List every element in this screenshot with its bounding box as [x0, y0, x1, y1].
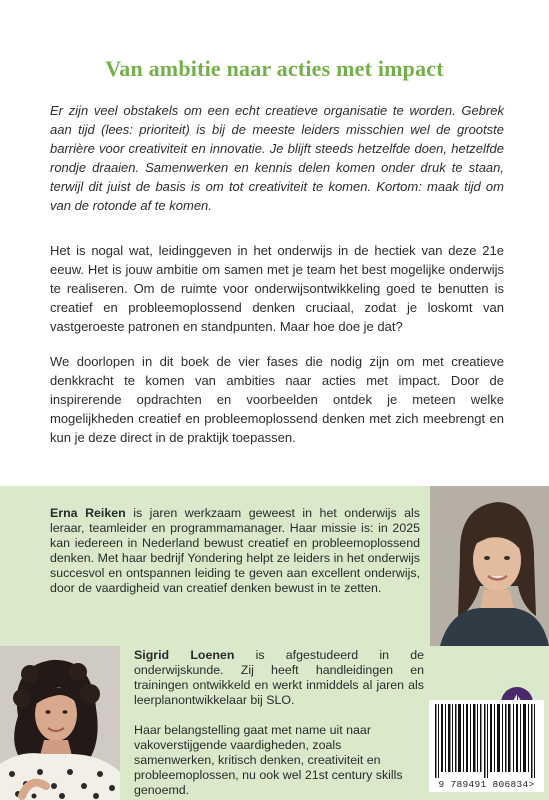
author-bio-sigrid-continued: Haar belangstelling gaat met name uit naar vakoverstijgende vaardigheden, zoals samenwerken, kritisch denken, creativiteit en probleemoplossen, nu ook wel 21st century skills genoemd.	[134, 723, 403, 797]
author-name-erna: Erna Reiken	[50, 506, 126, 520]
barcode-bars	[429, 700, 544, 778]
isbn-number	[429, 779, 544, 790]
author-text-erna: is jaren werkzaam geweest in het onderwijs als leraar, teamleider en programmamanager. Haar missie is: in 2025 kan iedereen in Nederland bewust creatief en probleemoplossend denken. Met haar bedrijf Yondering helpt ze leiders in het onderwijs succesvol en ontspannen leiding te geven aan excellent onderwijs, door de vaardigheid van creatief denken bewust in te zetten.	[50, 506, 420, 595]
portrait-sigrid-image	[0, 646, 120, 800]
author-bio-erna	[50, 506, 420, 596]
author-bio-sigrid	[134, 648, 424, 708]
body-paragraph-2: We doorlopen in dit boek de vier fases die nodig zijn om met creatieve denkkracht te komen van ambities naar acties met impact. Door de inspirerende opdrachten en voorbeelden ontdek je meteen welke mogelijkheden creatief en probleemoplossend denken met zich meebrengt en kun je deze direct in de praktijk toepassen.	[50, 354, 504, 445]
cover-title: Van ambitie naar acties met impact	[105, 56, 444, 81]
isbn-suffix: >	[528, 779, 535, 790]
body-paragraph-1: Het is nogal wat, leidinggeven in het onderwijs in de hectiek van deze 21e eeuw. Het is jouw ambitie om samen met je team het best mogelijke onderwijs te realiseren. Om de ruimte voor onderwijsontwikkeling goed te benutten is creatief en probleemoplossend denken cruciaal, zodat je loskomt van vastgeroeste patronen en standpunten. Maar hoe doe je dat?	[50, 243, 504, 334]
author-name-sigrid: Sigrid Loenen	[134, 648, 235, 662]
author-photo-sigrid	[0, 646, 120, 800]
author-text-sigrid: is afgestudeerd in de onderwijskunde. Zij heeft handleidingen en trainingen ontwikkeld en werkt inmiddels al jaren als leerplanontwikkelaar bij SLO.	[134, 648, 424, 707]
portrait-erna-image	[430, 486, 549, 646]
author-photo-erna	[430, 486, 549, 646]
isbn-barcode	[429, 700, 544, 792]
isbn-digits: 9 789491 806834	[438, 779, 529, 790]
intro-paragraph: Er zijn veel obstakels om een echt creatieve organisatie te worden. Gebrek aan tijd (lees: prioriteit) is bij de meeste leiders misschien wel de grootste barrière voor creativiteit en innovatie. Je blijft steeds hetzelfde doen, hetzelfde rondje draaien. Samenwerken en kennis delen komen onder druk te staan, terwijl dit juist de basis is om tot creativiteit te komen. Kortom: maak tijd om van de rotonde af te komen.	[50, 103, 504, 213]
